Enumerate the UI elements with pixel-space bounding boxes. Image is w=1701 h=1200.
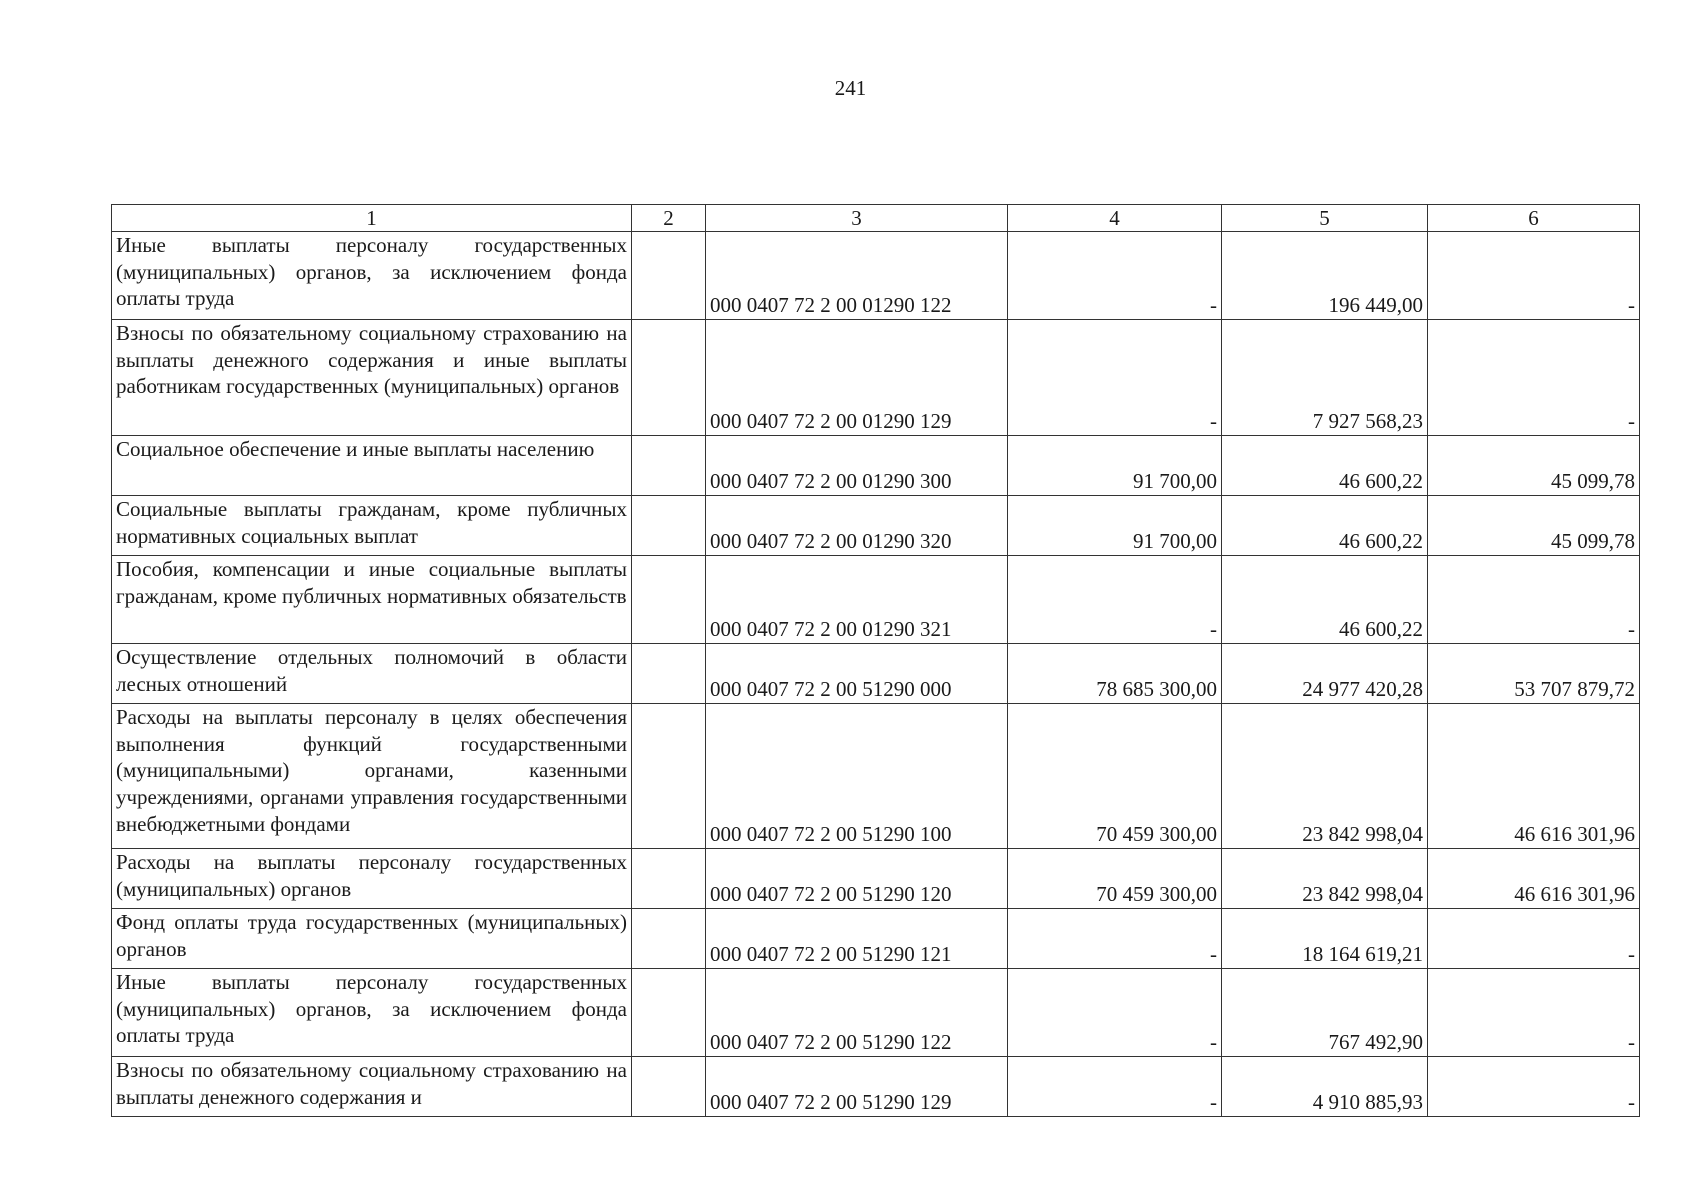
row-unexecuted: 46 616 301,96 <box>1428 849 1640 909</box>
table-row <box>112 909 1640 969</box>
row-code: 000 0407 72 2 00 01290 320 <box>706 496 1008 556</box>
table-row <box>112 849 1640 909</box>
row-approved: - <box>1008 556 1222 644</box>
row-executed: 23 842 998,04 <box>1222 704 1428 849</box>
row-approved: - <box>1008 969 1222 1057</box>
page-number: 241 <box>834 76 867 100</box>
table-body <box>112 232 1640 1117</box>
row-name: Расходы на выплаты персоналу государственных (муниципальных) органов <box>112 849 632 909</box>
row-unexecuted: 53 707 879,72 <box>1428 644 1640 704</box>
row-executed: 46 600,22 <box>1222 496 1428 556</box>
row-code: 000 0407 72 2 00 01290 129 <box>706 320 1008 436</box>
row-name: Фонд оплаты труда государственных (муниципальных) органов <box>112 909 632 969</box>
row-executed: 196 449,00 <box>1222 232 1428 320</box>
row-col2 <box>632 320 706 436</box>
row-col2 <box>632 1057 706 1117</box>
row-unexecuted: - <box>1428 556 1640 644</box>
row-approved: 91 700,00 <box>1008 436 1222 496</box>
row-code: 000 0407 72 2 00 51290 129 <box>706 1057 1008 1117</box>
row-executed: 23 842 998,04 <box>1222 849 1428 909</box>
row-executed: 767 492,90 <box>1222 969 1428 1057</box>
table-row <box>112 496 1640 556</box>
column-header: 4 <box>1008 205 1222 232</box>
row-unexecuted: - <box>1428 1057 1640 1117</box>
row-col2 <box>632 704 706 849</box>
row-col2 <box>632 232 706 320</box>
row-unexecuted: 45 099,78 <box>1428 436 1640 496</box>
row-col2 <box>632 436 706 496</box>
row-code: 000 0407 72 2 00 01290 321 <box>706 556 1008 644</box>
row-executed: 4 910 885,93 <box>1222 1057 1428 1117</box>
row-name: Социальное обеспечение и иные выплаты населению <box>112 436 632 496</box>
row-code: 000 0407 72 2 00 51290 122 <box>706 969 1008 1057</box>
row-name: Иные выплаты персоналу государственных (муниципальных) органов, за исключением фонда оплаты труда <box>112 232 632 320</box>
column-header: 6 <box>1428 205 1640 232</box>
row-executed: 18 164 619,21 <box>1222 909 1428 969</box>
table-row <box>112 644 1640 704</box>
row-col2 <box>632 644 706 704</box>
row-approved: 78 685 300,00 <box>1008 644 1222 704</box>
row-approved: - <box>1008 320 1222 436</box>
row-unexecuted: - <box>1428 969 1640 1057</box>
budget-table <box>111 204 1640 1117</box>
row-approved: - <box>1008 1057 1222 1117</box>
table-row <box>112 704 1640 849</box>
row-col2 <box>632 556 706 644</box>
row-name: Осуществление отдельных полномочий в области лесных отношений <box>112 644 632 704</box>
row-executed: 46 600,22 <box>1222 436 1428 496</box>
row-col2 <box>632 849 706 909</box>
row-unexecuted: 45 099,78 <box>1428 496 1640 556</box>
table-row <box>112 1057 1640 1117</box>
row-name: Расходы на выплаты персоналу в целях обеспечения выполнения функций государственными (муниципальными) органами, казенными учреждениями, органами управления государственными внебюджетными фондами <box>112 704 632 849</box>
column-header: 5 <box>1222 205 1428 232</box>
table-row <box>112 320 1640 436</box>
row-executed: 7 927 568,23 <box>1222 320 1428 436</box>
table-header <box>112 205 1640 232</box>
row-col2 <box>632 909 706 969</box>
row-unexecuted: 46 616 301,96 <box>1428 704 1640 849</box>
header-row <box>112 205 1640 232</box>
row-approved: 70 459 300,00 <box>1008 849 1222 909</box>
row-name: Пособия, компенсации и иные социальные выплаты гражданам, кроме публичных нормативных обязательств <box>112 556 632 644</box>
row-approved: - <box>1008 909 1222 969</box>
row-executed: 46 600,22 <box>1222 556 1428 644</box>
row-unexecuted: - <box>1428 320 1640 436</box>
row-unexecuted: - <box>1428 232 1640 320</box>
row-code: 000 0407 72 2 00 01290 122 <box>706 232 1008 320</box>
row-executed: 24 977 420,28 <box>1222 644 1428 704</box>
row-approved: - <box>1008 232 1222 320</box>
row-name: Социальные выплаты гражданам, кроме публичных нормативных социальных выплат <box>112 496 632 556</box>
row-code: 000 0407 72 2 00 51290 100 <box>706 704 1008 849</box>
row-code: 000 0407 72 2 00 51290 120 <box>706 849 1008 909</box>
row-col2 <box>632 496 706 556</box>
row-approved: 70 459 300,00 <box>1008 704 1222 849</box>
row-approved: 91 700,00 <box>1008 496 1222 556</box>
row-code: 000 0407 72 2 00 01290 300 <box>706 436 1008 496</box>
table-row <box>112 232 1640 320</box>
row-unexecuted: - <box>1428 909 1640 969</box>
table-row <box>112 969 1640 1057</box>
row-name: Взносы по обязательному социальному страхованию на выплаты денежного содержания и <box>112 1057 632 1117</box>
column-header: 1 <box>112 205 632 232</box>
column-header: 2 <box>632 205 706 232</box>
table-row <box>112 436 1640 496</box>
column-header: 3 <box>706 205 1008 232</box>
row-name: Иные выплаты персоналу государственных (муниципальных) органов, за исключением фонда оплаты труда <box>112 969 632 1057</box>
row-code: 000 0407 72 2 00 51290 000 <box>706 644 1008 704</box>
row-code: 000 0407 72 2 00 51290 121 <box>706 909 1008 969</box>
row-col2 <box>632 969 706 1057</box>
row-name: Взносы по обязательному социальному страхованию на выплаты денежного содержания и иные выплаты работникам государственных (муниципальных) органов <box>112 320 632 436</box>
table-row <box>112 556 1640 644</box>
